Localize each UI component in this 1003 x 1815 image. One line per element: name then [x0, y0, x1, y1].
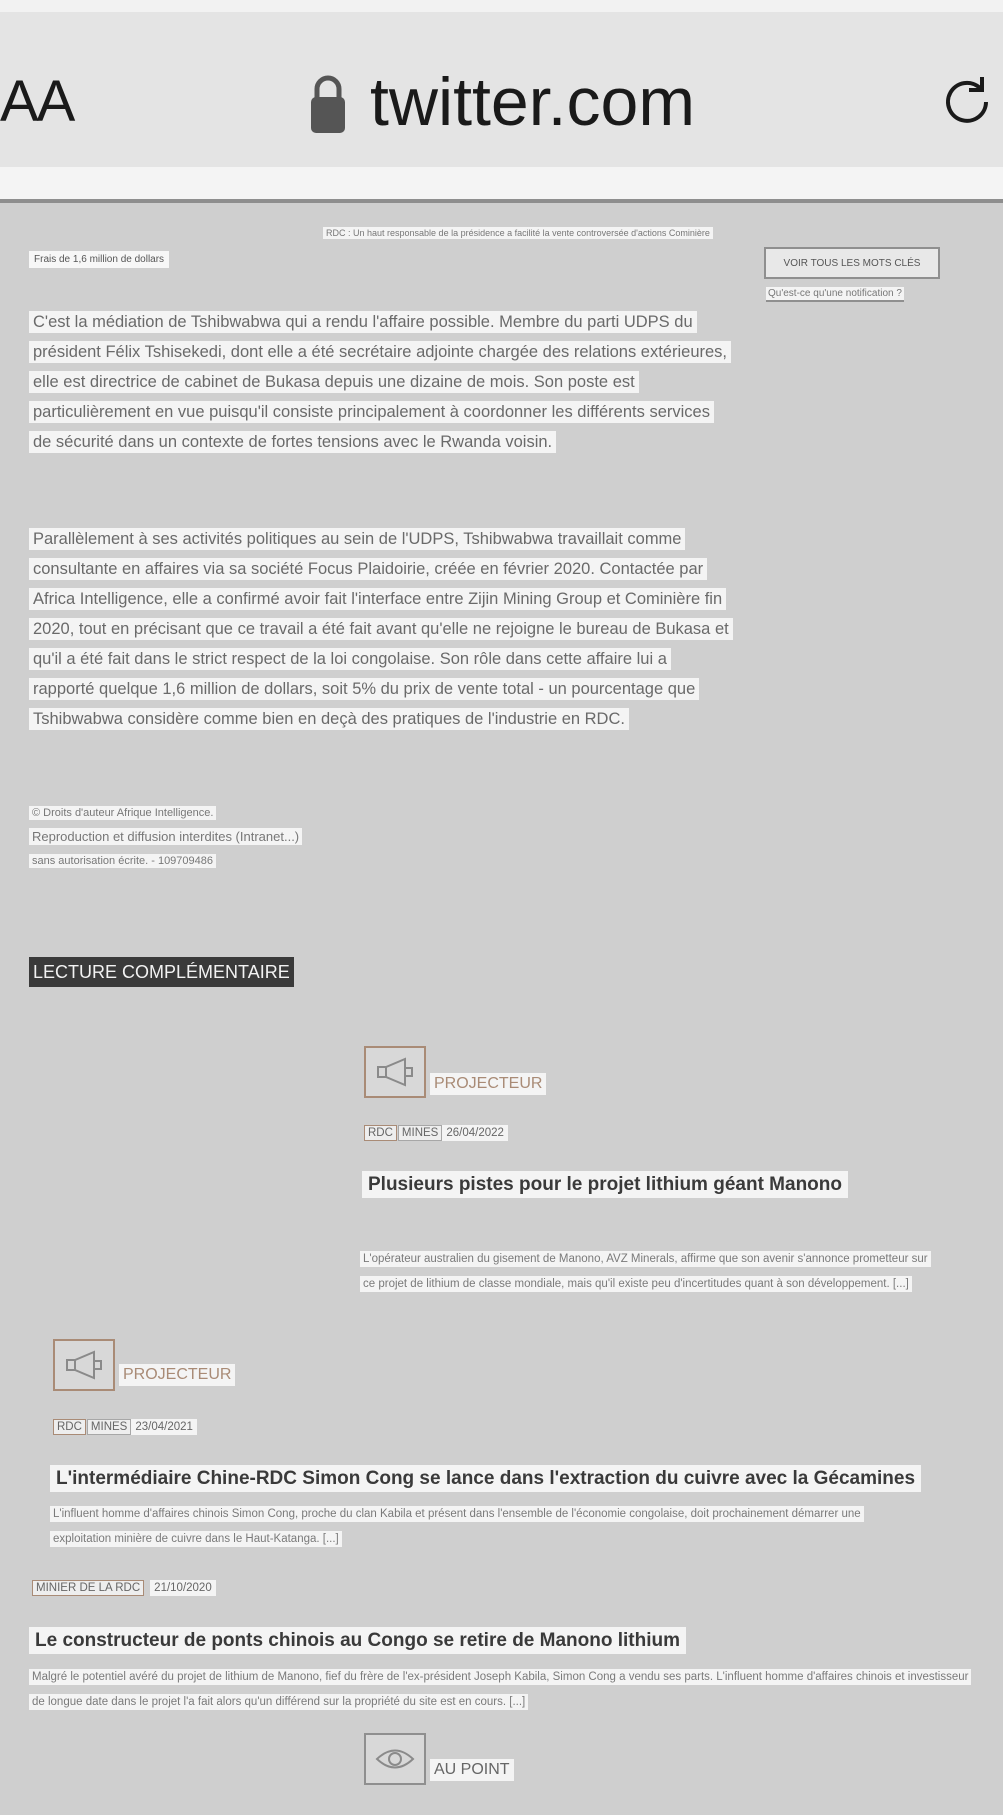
view-all-keywords-button[interactable]: VOIR TOUS LES MOTS CLÉS: [764, 247, 940, 279]
item-1-tags[interactable]: RDC MINES 26/04/2022: [364, 1125, 508, 1141]
notification-help-link[interactable]: Qu'est-ce qu'une notification ?: [766, 287, 904, 302]
url-field[interactable]: [308, 62, 695, 142]
item-2-title[interactable]: L'intermédiaire Chine-RDC Simon Cong se lance dans l'extraction du cuivre avec la Gécamines: [50, 1463, 950, 1495]
article-paragraph-1: C'est la médiation de Tshibwabwa qui a rendu l'affaire possible. Membre du parti UDPS du président Félix Tshisekedi, dont elle a été secrétaire adjointe chargée des relations extérieures, elle est directrice de cabinet de Bukasa depuis une dizaine de mois. Son poste est particulièrement en vue puisqu'il consiste principalement à coordonner les différents services de sécurité dans un contexte de fortes tensions avec le Rwanda voisin.: [29, 307, 729, 457]
item-1-excerpt: L'opérateur australien du gisement de Manono, AVZ Minerals, affirme que son avenir s'annonce prometteur sur ce projet de lithium de classe mondiale, mais qu'il existe peu d'incertitudes quant à son développement. [...]: [360, 1247, 940, 1297]
lock-icon: [308, 67, 348, 137]
item-2-excerpt: L'influent homme d'affaires chinois Simon Cong, proche du clan Kabila et présent dans l'ensemble de l'économie congolaise, doit prochainement démarrer une exploitation minière de cuivre dans le Haut-Katanga. [...]: [50, 1502, 900, 1552]
further-reading-title: LECTURE COMPLÉMENTAIRE: [29, 957, 294, 987]
toolbar-gap: [0, 167, 1003, 199]
item-1-type-label: PROJECTEUR: [430, 1073, 546, 1095]
url-text: twitter.com: [370, 64, 695, 140]
article-subheading: Frais de 1,6 million de dollars: [29, 251, 169, 268]
item-1-title[interactable]: Plusieurs pistes pour le projet lithium géant Manono: [362, 1169, 882, 1201]
item-3-title[interactable]: Le constructeur de ponts chinois au Congo se retire de Manono lithium: [29, 1625, 929, 1657]
reload-icon[interactable]: [938, 72, 998, 132]
item-3-tags[interactable]: MINIER DE LA RDC 21/10/2020: [32, 1580, 216, 1596]
megaphone-icon: [364, 1046, 426, 1098]
status-strip: [0, 0, 1003, 12]
item-2-type-label: PROJECTEUR: [119, 1364, 235, 1386]
text-size-button[interactable]: AA: [0, 69, 74, 134]
eye-icon: [364, 1733, 426, 1785]
item-3-excerpt: Malgré le potentiel avéré du projet de lithium de Manono, fief du frère de l'ex-président Joseph Kabila, Simon Cong a vendu ses parts. L'influent homme d'affaires chinois et investisseur de longue date dans le projet l'a fait alors qu'un différend sur la propriété du site est en cours. [...]: [29, 1665, 974, 1715]
article-header-line: RDC : Un haut responsable de la présidence a facilité la vente controversée d'actions Cominière: [323, 227, 713, 239]
item-4-type-label: AU POINT: [430, 1759, 514, 1781]
copyright-notice: © Droits d'auteur Afrique Intelligence. Reproduction et diffusion interdites (Intranet...) sans autorisation écrite. - 109709486: [29, 802, 302, 873]
article-paragraph-2: Parallèlement à ses activités politiques au sein de l'UDPS, Tshibwabwa travaillait comme consultante en affaires via sa société Focus Plaidoirie, créée en février 2020. Contactée par Africa Intelligence, elle a confirmé avoir fait l'interface entre Zijin Mining Group et Cominière fin 2020, tout en précisant que ce travail a été fait avant qu'elle ne rejoigne le bureau de Bukasa et qu'il a été fait dans le strict respect de la loi congolaise. Son rôle dans cette affaire lui a rapporté quelque 1,6 million de dollars, soit 5% du prix de vente total - un pourcentage que Tshibwabwa considère comme bien en deçà des pratiques de l'industrie en RDC.: [29, 524, 729, 734]
address-bar[interactable]: [0, 12, 1003, 167]
article-page: [0, 203, 1003, 1815]
megaphone-icon: [53, 1339, 115, 1391]
item-2-tags[interactable]: RDC MINES 23/04/2021: [53, 1419, 197, 1435]
